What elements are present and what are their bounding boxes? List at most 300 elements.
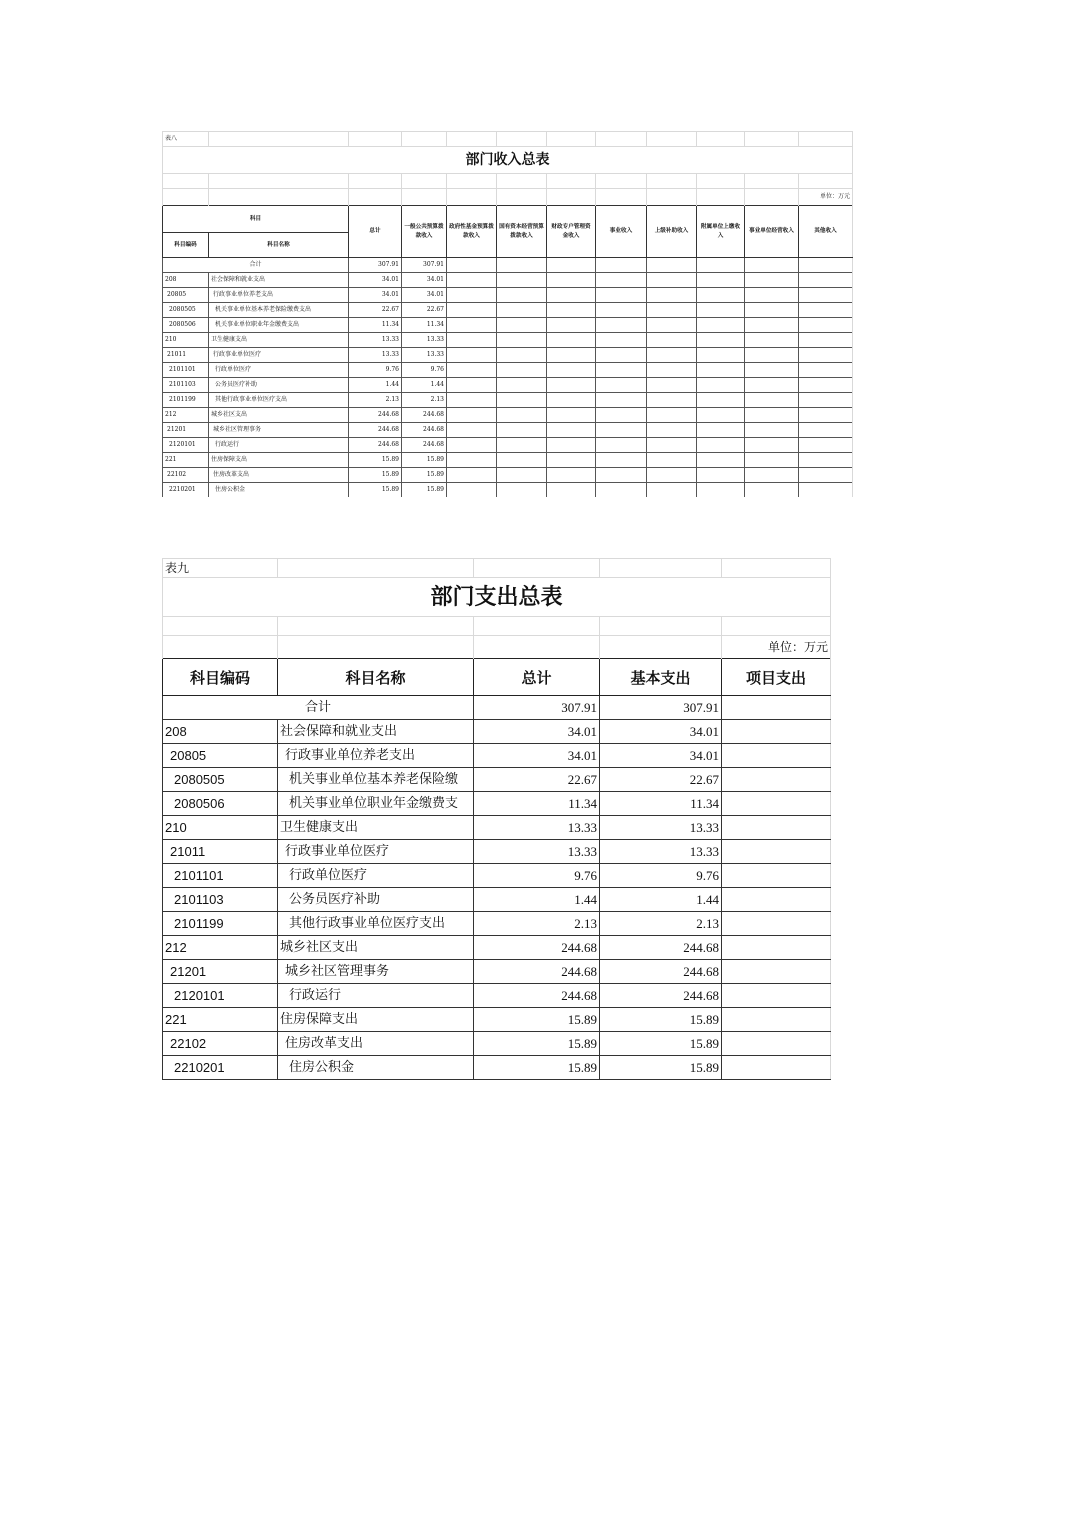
empty-cell [447, 453, 497, 468]
code-cell: 20805 [163, 744, 278, 768]
table-row [163, 936, 831, 960]
general-value: 307.91 [402, 258, 447, 273]
total-label: 合计 [163, 258, 349, 273]
basic-cell: 34.01 [600, 744, 722, 768]
empty-cell [745, 438, 799, 453]
table-row [163, 840, 831, 864]
code-cell: 2120101 [163, 984, 278, 1008]
total-cell: 1.44 [474, 888, 600, 912]
empty-cell [447, 393, 497, 408]
empty-cell [497, 378, 547, 393]
empty-cell [697, 453, 745, 468]
total-label: 合计 [163, 696, 474, 720]
code-cell: 2101101 [163, 363, 209, 378]
code-cell: 2120101 [163, 438, 209, 453]
empty-cell [497, 333, 547, 348]
name-cell: 公务员医疗补助 [209, 378, 349, 393]
total-cell: 13.33 [474, 840, 600, 864]
empty-cell [547, 408, 596, 423]
empty-cell [647, 288, 697, 303]
empty-cell [745, 348, 799, 363]
code-cell: 221 [163, 453, 209, 468]
header-col: 上级补助收入 [647, 206, 697, 258]
table-row [163, 816, 831, 840]
empty-cell [745, 408, 799, 423]
header-code: 科目编码 [163, 233, 209, 258]
name-cell: 城乡社区管理事务 [209, 423, 349, 438]
empty-cell [799, 393, 853, 408]
project-cell [722, 840, 831, 864]
total-cell: 244.68 [474, 960, 600, 984]
empty-cell [697, 468, 745, 483]
empty-cell [596, 468, 647, 483]
empty-cell [497, 453, 547, 468]
header-basic: 基本支出 [600, 659, 722, 696]
general-cell: 15.89 [402, 453, 447, 468]
general-cell: 15.89 [402, 483, 447, 498]
empty-cell [447, 408, 497, 423]
general-cell: 1.44 [402, 378, 447, 393]
project-cell [722, 984, 831, 1008]
empty-cell [596, 378, 647, 393]
empty-cell [596, 483, 647, 498]
table-row [163, 288, 853, 303]
empty-cell [799, 303, 853, 318]
empty-cell [647, 318, 697, 333]
name-cell: 行政单位医疗 [209, 363, 349, 378]
general-cell: 34.01 [402, 288, 447, 303]
project-cell [722, 1008, 831, 1032]
empty-cell [547, 333, 596, 348]
empty-cell [799, 483, 853, 498]
empty-cell [497, 468, 547, 483]
empty-cell [596, 333, 647, 348]
empty-cell [497, 393, 547, 408]
name-cell: 卫生健康支出 [278, 816, 474, 840]
empty-cell [497, 438, 547, 453]
total-cell: 9.76 [349, 363, 402, 378]
total-cell: 244.68 [474, 984, 600, 1008]
empty-cell [497, 483, 547, 498]
empty-cell [799, 348, 853, 363]
empty-cell [745, 363, 799, 378]
basic-cell: 244.68 [600, 984, 722, 1008]
empty-cell [647, 393, 697, 408]
empty-cell [547, 318, 596, 333]
name-cell: 住房保障支出 [209, 453, 349, 468]
header-project: 项目支出 [722, 659, 831, 696]
total-cell: 2.13 [474, 912, 600, 936]
empty-cell [596, 273, 647, 288]
basic-cell: 13.33 [600, 840, 722, 864]
table-row [163, 363, 853, 378]
empty-cell [799, 378, 853, 393]
general-cell: 244.68 [402, 408, 447, 423]
total-row [163, 258, 853, 273]
code-cell: 2080506 [163, 318, 209, 333]
basic-cell: 244.68 [600, 960, 722, 984]
total-cell: 34.01 [349, 288, 402, 303]
table-row [163, 888, 831, 912]
empty-cell [647, 483, 697, 498]
table-row [163, 318, 853, 333]
project-cell [722, 720, 831, 744]
empty-cell [647, 363, 697, 378]
basic-cell: 15.89 [600, 1032, 722, 1056]
empty-cell [547, 438, 596, 453]
empty-cell [799, 408, 853, 423]
code-cell: 21201 [163, 960, 278, 984]
empty-cell [697, 333, 745, 348]
table-row [163, 408, 853, 423]
empty-cell [697, 483, 745, 498]
table-row [163, 768, 831, 792]
empty-cell [647, 378, 697, 393]
code-cell: 210 [163, 816, 278, 840]
table-row [163, 1008, 831, 1032]
table-row [163, 912, 831, 936]
name-cell: 其他行政事业单位医疗支出 [209, 393, 349, 408]
header-col: 财政专户管理资金收入 [547, 206, 596, 258]
name-cell: 公务员医疗补助 [278, 888, 474, 912]
header-total: 总计 [474, 659, 600, 696]
name-cell: 行政单位医疗 [278, 864, 474, 888]
table-row [163, 468, 853, 483]
name-cell: 住房公积金 [278, 1056, 474, 1080]
general-cell: 2.13 [402, 393, 447, 408]
income-summary-table [162, 131, 853, 497]
code-cell: 22102 [163, 1032, 278, 1056]
empty-cell [697, 423, 745, 438]
code-cell: 208 [163, 273, 209, 288]
total-cell: 15.89 [349, 468, 402, 483]
empty-cell [647, 273, 697, 288]
header-subject: 科目 [163, 206, 349, 233]
empty-cell [799, 273, 853, 288]
project-cell [722, 744, 831, 768]
empty-cell [745, 468, 799, 483]
empty-cell [697, 393, 745, 408]
empty-cell [447, 318, 497, 333]
table-row [163, 864, 831, 888]
total-value: 307.91 [474, 696, 600, 720]
project-cell [722, 912, 831, 936]
name-cell: 行政运行 [278, 984, 474, 1008]
header-name: 科目名称 [209, 233, 349, 258]
general-cell: 13.33 [402, 348, 447, 363]
empty-cell [497, 408, 547, 423]
empty-cell [745, 318, 799, 333]
empty-cell [596, 408, 647, 423]
empty-cell [745, 273, 799, 288]
empty-cell [547, 393, 596, 408]
basic-cell: 2.13 [600, 912, 722, 936]
header-col: 国有资本经营预算拨款收入 [497, 206, 547, 258]
total-cell: 1.44 [349, 378, 402, 393]
empty-cell [799, 288, 853, 303]
project-cell [722, 768, 831, 792]
total-cell: 15.89 [349, 483, 402, 498]
empty-cell [596, 423, 647, 438]
empty-cell [547, 288, 596, 303]
name-cell: 行政运行 [209, 438, 349, 453]
name-cell: 行政事业单位养老支出 [209, 288, 349, 303]
empty-cell [547, 348, 596, 363]
project-cell [722, 792, 831, 816]
table-row [163, 720, 831, 744]
table-row [163, 273, 853, 288]
empty-cell [799, 318, 853, 333]
table-row [163, 744, 831, 768]
empty-cell [697, 288, 745, 303]
header-col: 附属单位上缴收入 [697, 206, 745, 258]
empty-cell [697, 408, 745, 423]
empty-cell [596, 453, 647, 468]
empty-cell [497, 318, 547, 333]
name-cell: 住房改革支出 [278, 1032, 474, 1056]
name-cell: 行政事业单位养老支出 [278, 744, 474, 768]
empty-cell [447, 273, 497, 288]
basic-cell: 244.68 [600, 936, 722, 960]
code-cell: 22102 [163, 468, 209, 483]
code-cell: 20805 [163, 288, 209, 303]
total-cell: 15.89 [349, 453, 402, 468]
empty-cell [447, 363, 497, 378]
name-cell: 行政事业单位医疗 [278, 840, 474, 864]
total-cell: 11.34 [349, 318, 402, 333]
total-cell: 244.68 [349, 408, 402, 423]
empty-cell [647, 333, 697, 348]
project-cell [722, 816, 831, 840]
empty-cell [697, 273, 745, 288]
empty-cell [447, 333, 497, 348]
empty-cell [697, 303, 745, 318]
table-row [163, 1056, 831, 1080]
table-row [163, 348, 853, 363]
empty-cell [497, 423, 547, 438]
table-row [163, 960, 831, 984]
name-cell: 社会保障和就业支出 [278, 720, 474, 744]
empty-cell [596, 363, 647, 378]
empty-cell [596, 318, 647, 333]
empty-cell [799, 363, 853, 378]
code-cell: 210 [163, 333, 209, 348]
total-cell: 34.01 [349, 273, 402, 288]
empty-cell [647, 408, 697, 423]
general-cell: 13.33 [402, 333, 447, 348]
basic-cell: 15.89 [600, 1008, 722, 1032]
table-row [163, 483, 853, 498]
code-cell: 221 [163, 1008, 278, 1032]
empty-cell [497, 303, 547, 318]
name-cell: 机关事业单位职业年金缴费支 [278, 792, 474, 816]
empty-cell [745, 483, 799, 498]
empty-cell [497, 348, 547, 363]
header-code: 科目编码 [163, 659, 278, 696]
empty-cell [799, 438, 853, 453]
empty-cell [697, 363, 745, 378]
table-row [163, 393, 853, 408]
project-value [722, 696, 831, 720]
code-cell: 21011 [163, 348, 209, 363]
table-label: 表九 [163, 559, 278, 578]
empty-cell [745, 378, 799, 393]
basic-cell: 13.33 [600, 816, 722, 840]
code-cell: 2101103 [163, 888, 278, 912]
basic-cell: 15.89 [600, 1056, 722, 1080]
header-col: 总计 [349, 206, 402, 258]
empty-cell [745, 423, 799, 438]
total-cell: 244.68 [474, 936, 600, 960]
empty-cell [647, 438, 697, 453]
empty-cell [745, 288, 799, 303]
basic-cell: 9.76 [600, 864, 722, 888]
basic-value: 307.91 [600, 696, 722, 720]
total-cell: 15.89 [474, 1032, 600, 1056]
empty-cell [497, 288, 547, 303]
project-cell [722, 1056, 831, 1080]
name-cell: 卫生健康支出 [209, 333, 349, 348]
empty-cell [547, 303, 596, 318]
total-cell: 244.68 [349, 423, 402, 438]
table-row [163, 984, 831, 1008]
project-cell [722, 864, 831, 888]
total-row [163, 696, 831, 720]
empty-cell [447, 348, 497, 363]
name-cell: 行政事业单位医疗 [209, 348, 349, 363]
code-cell: 2210201 [163, 483, 209, 498]
empty-cell [697, 438, 745, 453]
total-cell: 13.33 [349, 333, 402, 348]
general-cell: 15.89 [402, 468, 447, 483]
empty-cell [745, 393, 799, 408]
code-cell: 212 [163, 408, 209, 423]
total-cell: 13.33 [474, 816, 600, 840]
table-row [163, 792, 831, 816]
total-cell: 244.68 [349, 438, 402, 453]
name-cell: 城乡社区支出 [209, 408, 349, 423]
empty-cell [799, 423, 853, 438]
empty-cell [447, 288, 497, 303]
empty-cell [647, 468, 697, 483]
basic-cell: 22.67 [600, 768, 722, 792]
empty-cell [697, 318, 745, 333]
empty-cell [596, 303, 647, 318]
code-cell: 2101199 [163, 393, 209, 408]
empty-cell [447, 438, 497, 453]
empty-cell [547, 378, 596, 393]
table-row [163, 438, 853, 453]
empty-cell [547, 483, 596, 498]
general-cell: 34.01 [402, 273, 447, 288]
total-cell: 2.13 [349, 393, 402, 408]
name-cell: 其他行政事业单位医疗支出 [278, 912, 474, 936]
header-col: 一般公共预算拨款收入 [402, 206, 447, 258]
code-cell: 2101199 [163, 912, 278, 936]
empty-cell [596, 438, 647, 453]
total-cell: 11.34 [474, 792, 600, 816]
project-cell [722, 936, 831, 960]
total-cell: 9.76 [474, 864, 600, 888]
total-cell: 34.01 [474, 744, 600, 768]
empty-cell [497, 363, 547, 378]
empty-cell [497, 273, 547, 288]
table-row [163, 423, 853, 438]
total-cell: 13.33 [349, 348, 402, 363]
empty-cell [447, 483, 497, 498]
name-cell: 城乡社区支出 [278, 936, 474, 960]
header-col: 事业单位经营收入 [745, 206, 799, 258]
empty-cell [647, 348, 697, 363]
basic-cell: 1.44 [600, 888, 722, 912]
expense-summary-table [162, 558, 831, 1080]
empty-cell [447, 378, 497, 393]
table-title: 部门收入总表 [163, 147, 853, 174]
project-cell [722, 888, 831, 912]
general-cell: 244.68 [402, 438, 447, 453]
empty-cell [799, 468, 853, 483]
empty-cell [547, 423, 596, 438]
header-name: 科目名称 [278, 659, 474, 696]
total-cell: 34.01 [474, 720, 600, 744]
empty-cell [647, 423, 697, 438]
basic-cell: 34.01 [600, 720, 722, 744]
empty-cell [697, 378, 745, 393]
total-cell: 22.67 [474, 768, 600, 792]
empty-cell [547, 468, 596, 483]
table-row [163, 1032, 831, 1056]
name-cell: 机关事业单位基本养老保险缴费支出 [209, 303, 349, 318]
total-cell: 22.67 [349, 303, 402, 318]
name-cell: 城乡社区管理事务 [278, 960, 474, 984]
empty-cell [447, 468, 497, 483]
empty-cell [447, 423, 497, 438]
code-cell: 2080505 [163, 768, 278, 792]
empty-cell [547, 453, 596, 468]
empty-cell [647, 303, 697, 318]
project-cell [722, 960, 831, 984]
empty-cell [799, 333, 853, 348]
unit-label: 单位：万元 [799, 189, 853, 206]
empty-cell [745, 303, 799, 318]
empty-cell [547, 363, 596, 378]
empty-cell [596, 393, 647, 408]
name-cell: 住房公积金 [209, 483, 349, 498]
empty-cell [799, 453, 853, 468]
empty-cell [447, 303, 497, 318]
total-value: 307.91 [349, 258, 402, 273]
empty-cell [745, 333, 799, 348]
empty-cell [547, 273, 596, 288]
empty-cell [697, 348, 745, 363]
name-cell: 机关事业单位职业年金缴费支出 [209, 318, 349, 333]
total-cell: 15.89 [474, 1056, 600, 1080]
table-row [163, 453, 853, 468]
table-title: 部门支出总表 [163, 578, 831, 617]
header-col: 政府性基金预算拨款收入 [447, 206, 497, 258]
header-col: 事业收入 [596, 206, 647, 258]
unit-label: 单位：万元 [722, 636, 831, 659]
name-cell: 社会保障和就业支出 [209, 273, 349, 288]
general-cell: 9.76 [402, 363, 447, 378]
total-cell: 15.89 [474, 1008, 600, 1032]
empty-cell [647, 453, 697, 468]
code-cell: 2080506 [163, 792, 278, 816]
code-cell: 208 [163, 720, 278, 744]
empty-cell [745, 453, 799, 468]
table-row [163, 333, 853, 348]
general-cell: 244.68 [402, 423, 447, 438]
